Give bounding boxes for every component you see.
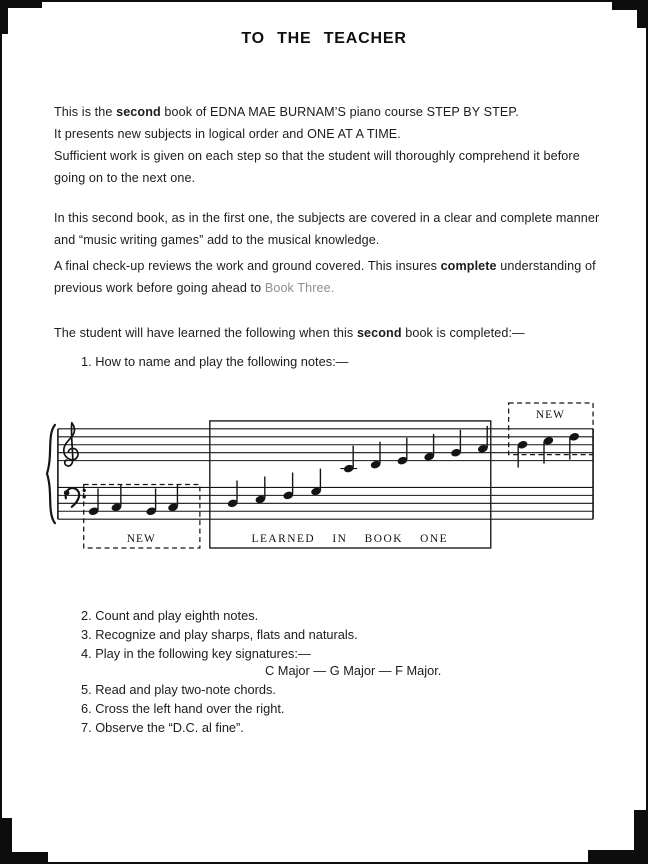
list-item-5: 5. Read and play two-note chords. <box>81 682 276 697</box>
quarter-note <box>397 438 409 466</box>
paragraph-learned-intro <box>54 322 525 344</box>
bold-run: second <box>116 105 161 119</box>
corner-mark-bottom-right-vertical <box>634 810 646 862</box>
paragraph-line: In this second book, as in the first one, the subjects are covered in a clear and complete manner <box>54 211 600 225</box>
quarter-note <box>310 469 322 497</box>
quarter-note <box>477 426 489 454</box>
music-notation-figure <box>44 401 600 555</box>
paragraph-line: It presents new subjects in logical order and ONE AT A TIME. <box>54 127 401 141</box>
paragraph-line: Sufficient work is given on each step so that the student will thoroughly comprehend it before <box>54 149 580 163</box>
learned-in-book-one-box <box>210 421 491 548</box>
quarter-note <box>568 432 580 460</box>
text-run: book of EDNA MAE BURNAM’S piano course STEP BY STEP. <box>160 105 519 119</box>
quarter-note <box>167 484 179 512</box>
new-high-label: NEW <box>535 408 565 421</box>
quarter-note <box>423 434 435 462</box>
paragraph-coverage <box>54 207 599 251</box>
paragraph-intro <box>54 101 580 189</box>
brace-icon <box>47 425 55 523</box>
quarter-note <box>255 477 267 505</box>
treble-staff <box>58 429 593 461</box>
list-item-7: 7. Observe the “D.C. al fine”. <box>81 720 244 735</box>
quarter-note <box>340 446 357 474</box>
bass-clef-icon <box>64 488 86 507</box>
text-run: The student will have learned the following when this <box>54 326 357 340</box>
page-title: TO THE TEACHER <box>241 30 407 47</box>
text-run: understanding of <box>496 259 596 273</box>
quarter-note <box>227 480 239 508</box>
paragraph-line: going on to the next one. <box>54 171 196 185</box>
paragraph-line: and “music writing games” add to the musical knowledge. <box>54 233 380 247</box>
list-item-6: 6. Cross the left hand over the right. <box>81 701 285 716</box>
bass-staff <box>58 487 593 519</box>
text-run: A final check-up reviews the work and ground covered. This insures <box>54 259 441 273</box>
quarter-note <box>145 488 157 516</box>
corner-mark-bottom-left-vertical <box>2 818 12 862</box>
paragraph-line <box>54 101 580 123</box>
list-item-3: 3. Recognize and play sharps, flats and naturals. <box>81 627 358 642</box>
list-item-4: 4. Play in the following key signatures:— <box>81 646 311 661</box>
quarter-note <box>517 440 529 468</box>
learned-label: LEARNED IN BOOK ONE <box>251 533 449 546</box>
paragraph-checkup <box>54 255 596 299</box>
quarter-note <box>543 436 555 464</box>
text-run: This is the <box>54 105 117 119</box>
notes-layer <box>88 426 580 516</box>
quarter-note <box>282 473 294 501</box>
quarter-note <box>450 430 462 458</box>
bold-run: second <box>356 326 402 340</box>
quarter-note <box>370 442 382 470</box>
paragraph-line <box>54 277 596 299</box>
book-three-reference: Book Three. <box>264 281 335 295</box>
text-run: book is completed:— <box>401 326 525 340</box>
corner-mark-top-left-horizontal <box>2 2 42 8</box>
text-run: previous work before going ahead to <box>54 281 265 295</box>
paragraph-line <box>54 255 596 277</box>
list-item-2: 2. Count and play eighth notes. <box>81 608 259 623</box>
quarter-note <box>111 484 123 512</box>
list-item-1: 1. How to name and play the following notes:— <box>81 354 349 369</box>
grand-staff-svg <box>44 401 600 555</box>
corner-mark-top-right-vertical <box>637 2 646 28</box>
bold-run: complete <box>440 259 497 273</box>
new-low-label: NEW <box>126 533 156 546</box>
paragraph-line <box>54 322 525 344</box>
key-signatures-line: C Major — G Major — F Major. <box>265 663 442 678</box>
quarter-note <box>88 488 100 516</box>
